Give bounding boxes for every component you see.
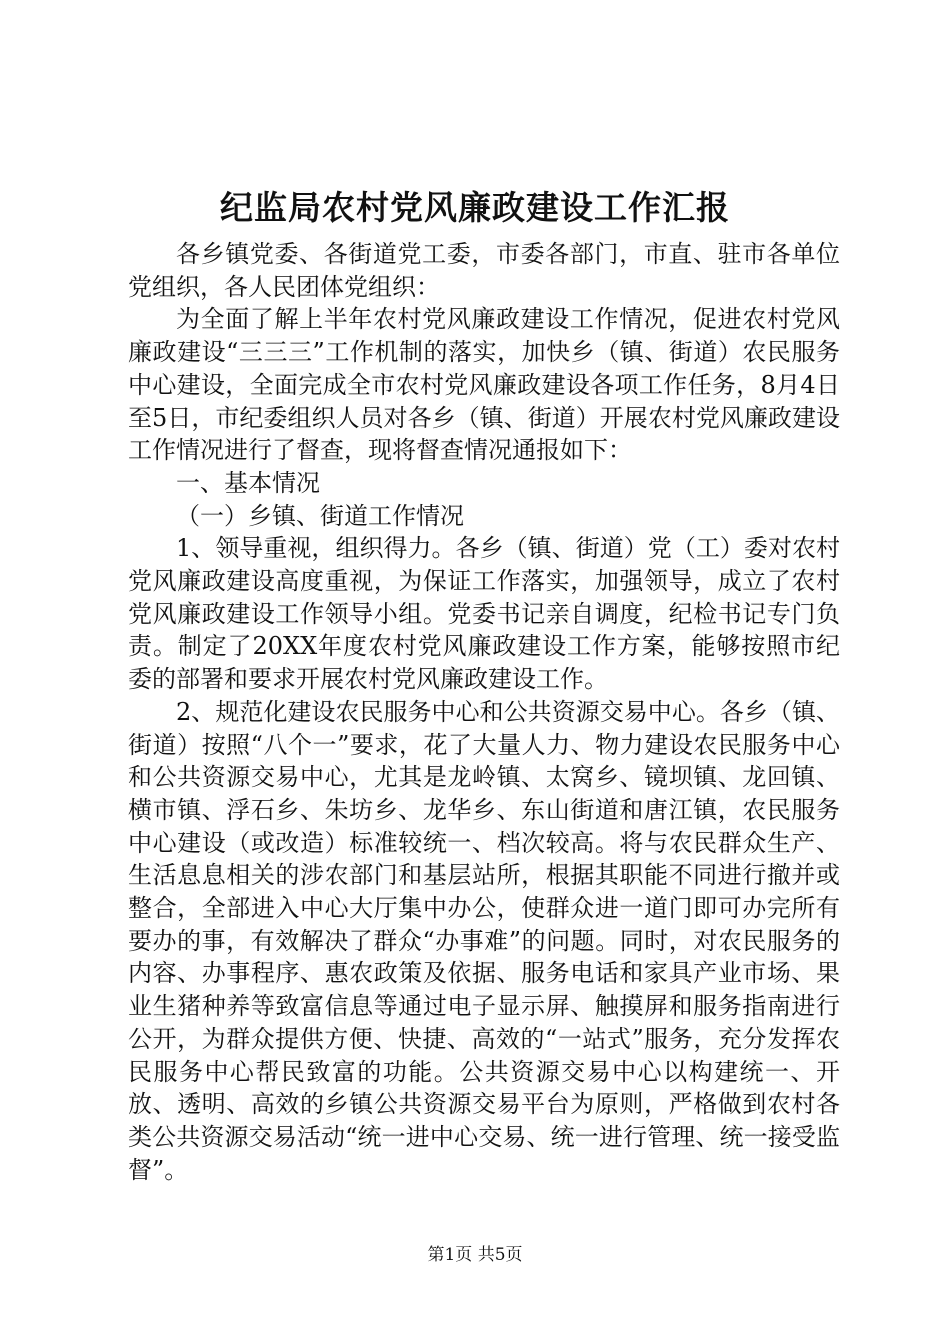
paragraph-item-2: 2、规范化建设农民服务中心和公共资源交易中心。各乡（镇、街道）按照“八个一”要求，花了大量人力、物力建设农民服务中心和公共资源交易中心，尤其是龙岭镇、太窝乡、镜坝镇、龙回镇、横市镇、浮石乡、朱坊乡、龙华乡、东山街道和唐江镇，农民服务中心建设（或改造）标准较统一、档次较高。将与农民群众生产、生活息息相关的涉农部门和基层站所，根据其职能不同进行撤并或整合，全部进入中心大厅集中办公，使群众进一道门即可办完所有要办的事，有效解决了群众“办事难”的问题。同时，对农民服务的内容、办事程序、惠农政策及依据、服务电话和家具产业市场、果业生猪种养等致富信息等通过电子显示屏、触摸屏和服务指南进行公开，为群众提供方便、快捷、高效的“一站式”服务，充分发挥农民服务中心帮民致富的功能。公共资源交易中心以构建统一、开放、透明、高效的乡镇公共资源交易平台为原则，严格做到农村各类公共资源交易活动“统一进中心交易、统一进行管理、统一接受监督”。 (128, 697, 840, 1184)
paragraph-intro: 为全面了解上半年农村党风廉政建设工作情况，促进农村党风廉政建设“三三三”工作机制的落实，加快乡（镇、街道）农民服务中心建设，全面完成全市农村党风廉政建设各项工作任务，8月4日至5日，市纪委组织人员对各乡（镇、街道）开展农村党风廉政建设工作情况进行了督查，现将督查情况通报如下： (128, 305, 840, 465)
document-body (128, 238, 840, 1186)
paragraph-salutation: 各乡镇党委、各街道党工委，市委各部门，市直、驻市各单位党组织，各人民团体党组织： (128, 240, 840, 301)
subsection-heading: （一）乡镇、街道工作情况 (176, 501, 464, 530)
page-footer: 第1页 共5页 (427, 1245, 523, 1265)
section-heading: 一、基本情况 (176, 468, 320, 497)
document-title: 纪监局农村党风廉政建设工作汇报 (220, 188, 730, 227)
paragraph-item-1: 1、领导重视，组织得力。各乡（镇、街道）党（工）委对农村党风廉政建设高度重视，为保证工作落实，加强领导，成立了农村党风廉政建设工作领导小组。党委书记亲自调度，纪检书记专门负责。制定了20XX年度农村党风廉政建设工作方案，能够按照市纪委的部署和要求开展农村党风廉政建设工作。 (128, 534, 840, 694)
